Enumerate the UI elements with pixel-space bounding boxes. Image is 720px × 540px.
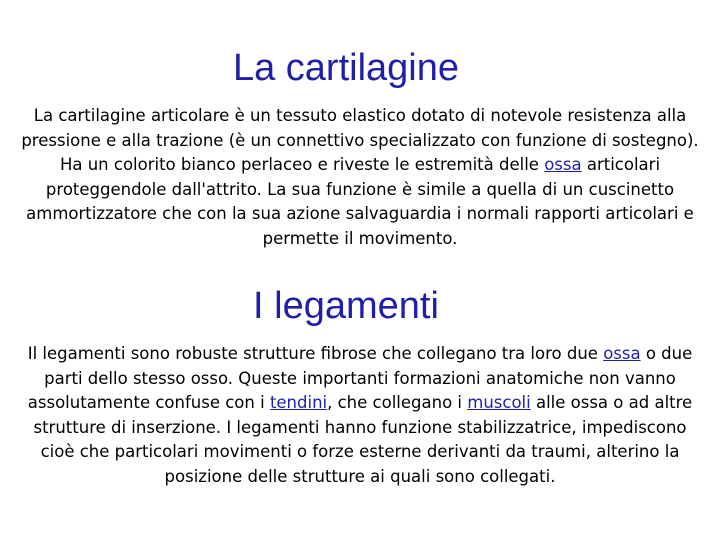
section-title-legamenti: I legamenti [253, 285, 439, 327]
paragraph-text: La cartilagine articolare è un tessuto elastico dotato di notevole resistenza alla pressione e alla trazione (è un connettivo specializzato con funzione di sostegno). Ha un colorito bianco perlaceo e riveste le estremità delle [21, 106, 699, 174]
link-muscoli[interactable]: muscoli [467, 393, 531, 412]
paragraph-cartilagine [20, 104, 700, 251]
link-tendini[interactable]: tendini [269, 393, 328, 412]
section-title-cartilagine: La cartilagine [232, 47, 460, 89]
paragraph-text: , che collegano i [327, 393, 468, 412]
paragraph-text: Il legamenti sono robuste strutture fibrose che collegano tra loro due [27, 344, 604, 363]
paragraph-text: o due parti dello stesso osso. Queste importanti formazioni anatomiche non vanno assolutamente confuse con i [27, 344, 693, 412]
link-ossa[interactable]: ossa [603, 344, 641, 363]
paragraph-text: articolari proteggendole dall'attrito. La sua funzione è simile a quella di un cuscinetto ammortizzatore che con la sua azione salvaguardia i normali rapporti articolari e permette il movimento. [26, 155, 694, 248]
link-ossa[interactable]: ossa [544, 155, 582, 174]
paragraph-legamenti [20, 342, 700, 489]
paragraph-text: alle ossa o ad altre strutture di inserzione. I legamenti hanno funzione stabilizzatrice, impediscono cioè che particolari movimenti o forze esterne derivanti da traumi, alterino la posizione delle strutture ai quali sono collegati. [33, 393, 693, 486]
